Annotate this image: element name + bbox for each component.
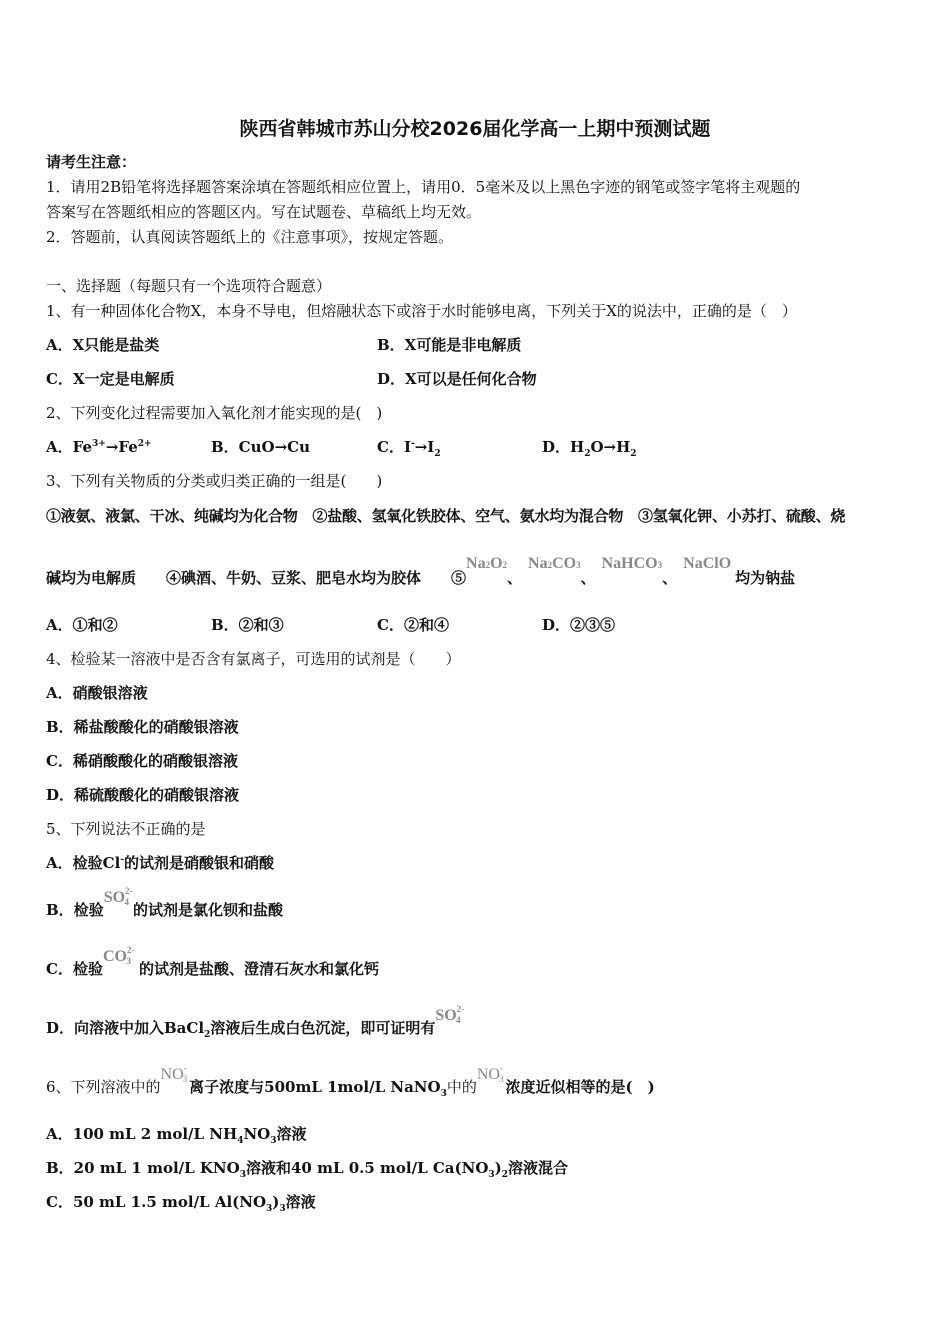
notice-line-1b: 答案写在答题纸相应的答题区内。写在试题卷、草稿纸上均无效。 bbox=[46, 203, 482, 221]
question-2-stem: 2、下列变化过程需要加入氧化剂才能实现的是( ) bbox=[46, 404, 383, 422]
q1-option-a: A．X只能是盐类 bbox=[46, 336, 160, 354]
q3-option-d: D．②③⑤ bbox=[542, 616, 616, 634]
question-6-stem: 6、下列溶液中的NO-3 离子浓度与500mL 1mol/L NaNO$_3$中的NO-3 浓度近似相等的是( ) bbox=[46, 1063, 655, 1099]
question-4-stem: 4、检验某一溶液中是否含有氯离子，可选用的试剂是（ ） bbox=[46, 650, 461, 668]
q2-option-c: C．$I^-\to I_2$ bbox=[377, 438, 441, 459]
page-title: 陕西省韩城市苏山分校2026届化学高一上期中预测试题 bbox=[239, 118, 711, 140]
formula-nahco3: NaHCO3 bbox=[601, 555, 663, 572]
q5-option-b: B．检验$SO^{2-}4$ 的试剂是氯化钡和盐酸 bbox=[46, 886, 284, 919]
q1-option-d: D．X可以是任何化合物 bbox=[377, 370, 537, 388]
q4-option-d: D．稀硫酸酸化的硝酸银溶液 bbox=[46, 786, 240, 804]
q5-option-a: A．检验Cl-的试剂是硝酸银和硝酸 bbox=[46, 854, 275, 872]
q6-option-b: B．20 mL 1 mol/L $KNO_3$溶液和40 mL 0.5 mol/L $Ca(NO_3)_2$溶液混合 bbox=[46, 1159, 569, 1180]
q5-option-d: D．向溶液中加入BaCl$_2$溶液后生成白色沉淀，即可证明有$SO^{2-}4$ bbox=[46, 1004, 465, 1040]
question-3-stem: 3、下列有关物质的分类或归类正确的一组是( ) bbox=[46, 472, 383, 490]
q1-option-b: B．X可能是非电解质 bbox=[377, 336, 522, 354]
q3-statement-line-2: 碱均为电解质 ④碘酒、牛奶、豆浆、肥皂水均为胶体 ⑤Na2O2、Na2CO3、NaHCO3、NaClO均为钠盐 bbox=[46, 555, 796, 587]
q3-option-b: B．②和③ bbox=[211, 616, 284, 634]
q4-option-a: A．硝酸银溶液 bbox=[46, 684, 148, 702]
q3-option-c: C．②和④ bbox=[377, 616, 449, 634]
q6-option-c: C．50 mL 1.5 mol/L $Al(NO_3)_3$溶液 bbox=[46, 1193, 316, 1214]
formula-na2co3: Na2CO3 bbox=[528, 555, 581, 572]
q2-option-b: B．CuO→Cu bbox=[211, 438, 311, 456]
ion-sulfate: $SO^{2-}4$ bbox=[103, 886, 133, 907]
ion-sulfate: $SO^{2-}4$ bbox=[435, 1004, 465, 1025]
question-1-stem: 1、有一种固体化合物X，本身不导电，但熔融状态下或溶于水时能够电离，下列关于X的说法中，正确的是（ ） bbox=[46, 302, 797, 320]
ion-nitrate: NO-3 bbox=[160, 1063, 188, 1084]
formula-na2o2: Na2O2 bbox=[466, 555, 508, 572]
notice-line-2: 2．答题前，认真阅读答题纸上的《注意事项》，按规定答题。 bbox=[46, 228, 454, 246]
ion-nitrate: NO-3 bbox=[476, 1063, 504, 1084]
section-heading: 一、选择题（每题只有一个选项符合题意） bbox=[46, 277, 332, 295]
formula-naclo: NaClO bbox=[683, 555, 732, 572]
q6-option-a: A．100 mL 2 mol/L $NH_4NO_3$溶液 bbox=[46, 1125, 307, 1146]
notice-line-1a: 1．请用2B铅笔将选择题答案涂填在答题纸相应位置上，请用0．5毫米及以上黑色字迹的钢笔或签字笔将主观题的 bbox=[46, 178, 801, 196]
ion-carbonate: $CO^{2-}3$ bbox=[102, 945, 135, 966]
q4-option-c: C．稀硝酸酸化的硝酸银溶液 bbox=[46, 752, 238, 770]
q3-option-a: A．①和② bbox=[46, 616, 118, 634]
q4-option-b: B．稀盐酸酸化的硝酸银溶液 bbox=[46, 718, 239, 736]
q3-statement-line-1: ①液氨、液氯、干冰、纯碱均为化合物 ②盐酸、氢氧化铁胶体、空气、氨水均为混合物 ③氢氧化钾、小苏打、硫酸、烧 bbox=[46, 507, 846, 525]
q5-option-c: C．检验$CO^{2-}3$ 的试剂是盐酸、澄清石灰水和氯化钙 bbox=[46, 945, 379, 978]
q2-option-a: A．$Fe^{3+}\to Fe^{2+}$ bbox=[46, 438, 152, 456]
q2-option-d: D．$H_2O\to H_2$ bbox=[542, 438, 637, 459]
notice-heading: 请考生注意： bbox=[46, 153, 137, 171]
q1-option-c: C．X一定是电解质 bbox=[46, 370, 175, 388]
question-5-stem: 5、下列说法不正确的是 bbox=[46, 820, 206, 838]
